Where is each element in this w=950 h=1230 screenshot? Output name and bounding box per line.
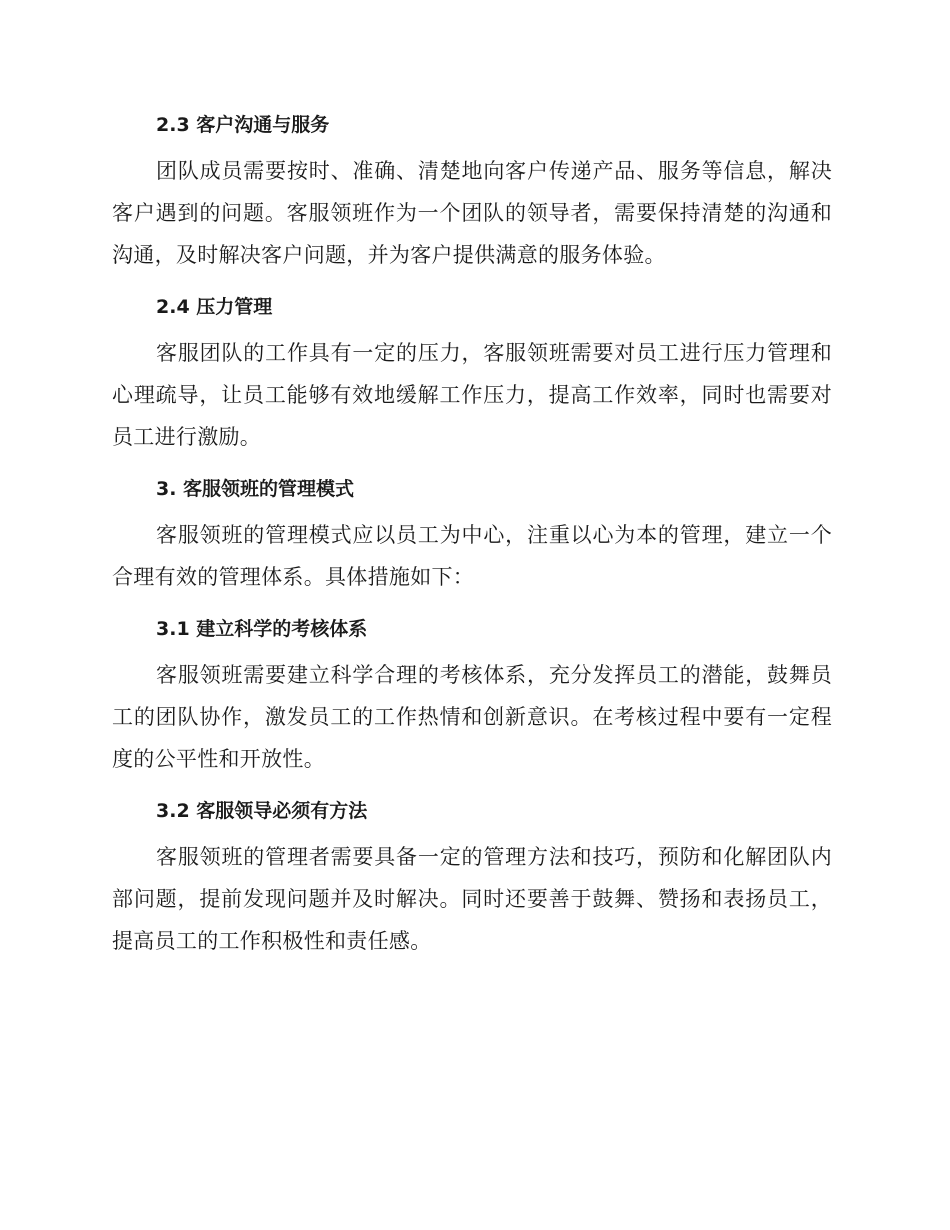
section-3-2 [112, 790, 832, 962]
section-paragraph: 团队成员需要按时、准确、清楚地向客户传递产品、服务等信息，解决客户遇到的问题。客服领班作为一个团队的领导者，需要保持清楚的沟通和沟通，及时解决客户问题，并为客户提供满意的服务体验。 [112, 159, 832, 267]
section-2-4 [112, 286, 832, 458]
section-3 [112, 468, 832, 598]
section-heading: 3. 客服领班的管理模式 [156, 478, 355, 500]
section-paragraph: 客服领班的管理者需要具备一定的管理方法和技巧，预防和化解团队内部问题，提前发现问题并及时解决。同时还要善于鼓舞、赞扬和表扬员工，提高员工的工作积极性和责任感。 [112, 845, 832, 953]
section-paragraph: 客服领班需要建立科学合理的考核体系，充分发挥员工的潜能，鼓舞员工的团队协作，激发员工的工作热情和创新意识。在考核过程中要有一定程度的公平性和开放性。 [112, 663, 832, 771]
section-3-1 [112, 608, 832, 780]
section-heading: 2.4 压力管理 [156, 296, 273, 318]
section-paragraph: 客服领班的管理模式应以员工为中心，注重以心为本的管理，建立一个合理有效的管理体系。具体措施如下： [112, 523, 832, 589]
document-page [112, 104, 832, 972]
section-2-3 [112, 104, 832, 276]
section-heading: 2.3 客户沟通与服务 [156, 114, 330, 136]
section-heading: 3.2 客服领导必须有方法 [156, 800, 368, 822]
section-heading: 3.1 建立科学的考核体系 [156, 618, 368, 640]
section-paragraph: 客服团队的工作具有一定的压力，客服领班需要对员工进行压力管理和心理疏导，让员工能够有效地缓解工作压力，提高工作效率，同时也需要对员工进行激励。 [112, 341, 832, 449]
